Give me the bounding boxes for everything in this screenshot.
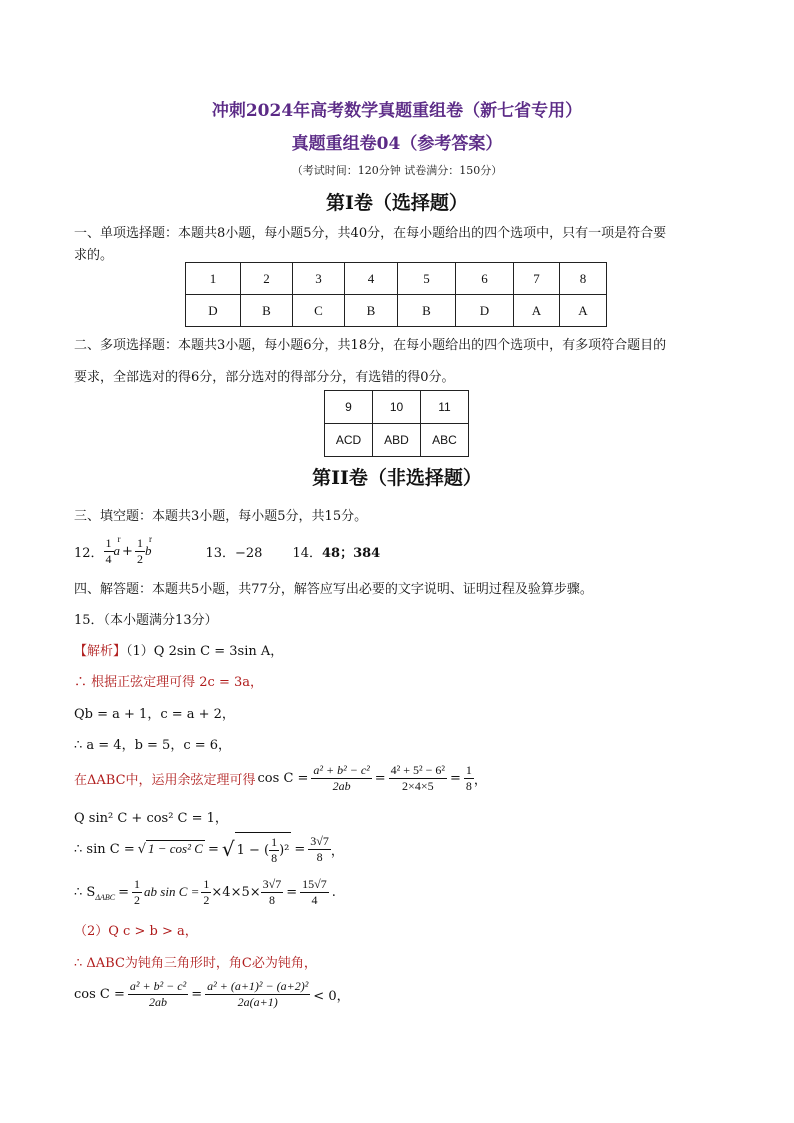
- fraction-numerator: a² + (a+1)² − (a+2)²: [207, 978, 309, 993]
- table-row: [325, 391, 469, 424]
- question-number-cell: 3: [293, 263, 345, 295]
- answer-cell: ACD: [325, 424, 373, 457]
- solve-intro: 四、解答题：本题共5小题，共77分，解答应写出必要的文字说明、证明过程及验算步骤。: [74, 582, 593, 597]
- solution-step-1: [74, 640, 283, 659]
- document-title: 冲刺2024年高考数学真题重组卷（新七省专用）: [211, 101, 583, 121]
- radicand-part: 1 − (: [236, 843, 270, 858]
- fraction: [311, 763, 371, 794]
- fraction-denominator: 2: [136, 551, 143, 566]
- fraction: [128, 979, 188, 1010]
- answer-cell: A: [514, 295, 560, 327]
- single-choice-intro-cont: 求的。: [74, 248, 114, 263]
- fraction: [201, 877, 211, 908]
- fill-blank-answers: [74, 534, 380, 568]
- fraction-denominator: 8: [268, 892, 275, 907]
- fraction-denominator: 2: [134, 892, 141, 907]
- part1-title: 第I卷（选择题）: [326, 192, 468, 214]
- equals-sign: =: [207, 841, 219, 857]
- subscript: ΔABC: [95, 892, 116, 902]
- multi-choice-intro: 二、多项选择题：本题共3小题，每小题6分，共18分，在每小题给出的四个选项中，有多项符合题目的: [74, 338, 667, 353]
- solution-step-5: [74, 760, 487, 796]
- fraction-denominator: 4: [105, 551, 112, 566]
- solution-step-10: ∴ ΔABC为钝角三角形时，角C必为钝角，: [74, 956, 317, 971]
- solution-step-9: （2）Q c > b > a，: [74, 924, 198, 939]
- table-row: [186, 295, 607, 327]
- fraction-numerator: 1: [136, 535, 143, 550]
- fraction-denominator: 2ab: [332, 778, 351, 793]
- radicand: 1 − cos² C: [148, 841, 203, 856]
- solution-tag: 【解析】: [74, 644, 127, 659]
- q12-coef1: [104, 536, 114, 567]
- punctuation: .: [331, 884, 336, 900]
- fraction-denominator: 8: [271, 851, 278, 865]
- q12-coef2: [135, 536, 145, 567]
- multi-choice-intro-cont: 要求，全部选对的得6分，部分选对的得部分分，有选错的得0分。: [74, 370, 455, 385]
- formula-lhs: cos C =: [257, 770, 309, 786]
- q13-answer: 13．−28: [205, 545, 263, 561]
- answer-cell: B: [241, 295, 293, 327]
- vector-arrow: r: [117, 534, 121, 544]
- fraction-numerator: 15√7: [302, 876, 327, 891]
- fraction-denominator: 2a(a+1): [237, 994, 278, 1009]
- fraction-numerator: 1: [465, 762, 472, 777]
- fraction: [132, 877, 142, 908]
- vector-arrow: r: [148, 534, 152, 544]
- fill-blank-intro: 三、填空题：本题共3小题，每小题5分，共15分。: [74, 509, 368, 524]
- fraction-denominator: 2: [203, 892, 210, 907]
- fraction: [464, 763, 474, 794]
- document-subtitle: 真题重组卷04（参考答案）: [291, 134, 503, 154]
- equals-sign: =: [294, 841, 306, 857]
- answer-cell: B: [345, 295, 398, 327]
- solution-step-6: Q sin² C + cos² C = 1，: [74, 811, 228, 826]
- fraction: [300, 877, 329, 908]
- vector-symbol: b: [144, 543, 152, 558]
- fraction: [308, 834, 331, 865]
- fraction-numerator: 1: [271, 835, 278, 849]
- formula-lhs: ∴ sin C =: [74, 841, 135, 857]
- fraction-numerator: 1: [134, 876, 141, 891]
- plus-sign: +: [122, 543, 133, 559]
- q12-label: 12．: [74, 545, 104, 561]
- q12-vector-b: [144, 534, 152, 559]
- fraction-numerator: a² + b² − c²: [129, 978, 187, 993]
- fraction-denominator: 8: [316, 849, 323, 864]
- q14-answer: 48；384: [321, 545, 381, 561]
- question-number-cell: 2: [241, 263, 293, 295]
- fraction: [389, 763, 447, 794]
- inequality-end: < 0，: [313, 988, 350, 1004]
- equals-sign: =: [191, 986, 203, 1002]
- answer-cell: A: [560, 295, 607, 327]
- vector-symbol: a: [113, 543, 121, 558]
- question-number-cell: 8: [560, 263, 607, 295]
- question-number-cell: 9: [325, 391, 373, 424]
- q14-label: 14．: [292, 545, 322, 561]
- fraction-numerator: 3√7: [310, 833, 329, 848]
- solution-step-3: Qb = a + 1，c = a + 2，: [74, 707, 235, 722]
- fraction-numerator: 1: [203, 876, 210, 891]
- step-text: 在ΔABC中，运用余弦定理可得: [74, 772, 256, 788]
- multi-choice-answer-table: [324, 390, 469, 457]
- answer-cell: ABD: [373, 424, 421, 457]
- solution-step-7: [74, 829, 344, 869]
- equals-sign: =: [118, 884, 130, 900]
- question-number-cell: 4: [345, 263, 398, 295]
- answer-cell: ABC: [421, 424, 469, 457]
- equals-sign: =: [449, 770, 461, 786]
- fraction-denominator: 8: [465, 778, 472, 793]
- q15-heading: 15．（本小题满分13分）: [74, 613, 218, 628]
- solution-step-2: ∴ 根据正弦定理可得 2c = 3a，: [74, 675, 263, 690]
- fraction-denominator: 4: [311, 892, 318, 907]
- answer-cell: C: [293, 295, 345, 327]
- formula-part: ab sin C =: [144, 884, 200, 899]
- solution-step-4: ∴ a = 4，b = 5，c = 6，: [74, 738, 232, 753]
- exam-info: （考试时间：120分钟 试卷满分：150分）: [291, 164, 503, 177]
- fraction-numerator: 3√7: [262, 876, 282, 891]
- single-choice-answer-table: [185, 262, 607, 327]
- formula-part: ×4×5×: [211, 884, 261, 900]
- fraction: [269, 835, 279, 866]
- part2-title: 第II卷（非选择题）: [312, 467, 482, 489]
- single-choice-intro: 一、单项选择题：本题共8小题，每小题5分，共40分，在每小题给出的四个选项中，只有一项是符合要: [74, 226, 667, 241]
- formula-lhs: cos C =: [74, 986, 125, 1002]
- fraction-denominator: 2ab: [149, 994, 168, 1009]
- answer-cell: D: [186, 295, 241, 327]
- fraction-numerator: 4² + 5² − 6²: [390, 762, 445, 777]
- punctuation: ，: [473, 772, 487, 788]
- step-text: （1）Q 2sin C = 3sin A，: [126, 644, 284, 659]
- formula-lhs: ∴ S: [74, 884, 96, 900]
- question-number-cell: 10: [373, 391, 421, 424]
- table-row: [325, 424, 469, 457]
- square-root: √ 1 − cos² C: [137, 841, 203, 857]
- punctuation: ，: [330, 843, 344, 859]
- equals-sign: =: [286, 884, 298, 900]
- fraction: [261, 877, 284, 908]
- square-root: √ 1 − ( $\frac{1}{8}$ )²: [222, 832, 292, 866]
- answer-cell: B: [398, 295, 456, 327]
- answer-cell: D: [456, 295, 514, 327]
- fraction-numerator: a² + b² − c²: [313, 762, 370, 777]
- question-number-cell: 1: [186, 263, 241, 295]
- solution-step-8: [74, 874, 336, 910]
- question-number-cell: 5: [398, 263, 456, 295]
- q12-vector-a: [113, 534, 121, 559]
- equals-sign: =: [374, 770, 386, 786]
- table-row: [186, 263, 607, 295]
- fraction-denominator: 2×4×5: [402, 778, 434, 793]
- solution-step-11: [74, 975, 350, 1013]
- question-number-cell: 6: [456, 263, 514, 295]
- radicand-part: )²: [279, 843, 290, 858]
- question-number-cell: 11: [421, 391, 469, 424]
- question-number-cell: 7: [514, 263, 560, 295]
- fraction-numerator: 1: [105, 535, 112, 550]
- fraction: [205, 979, 310, 1010]
